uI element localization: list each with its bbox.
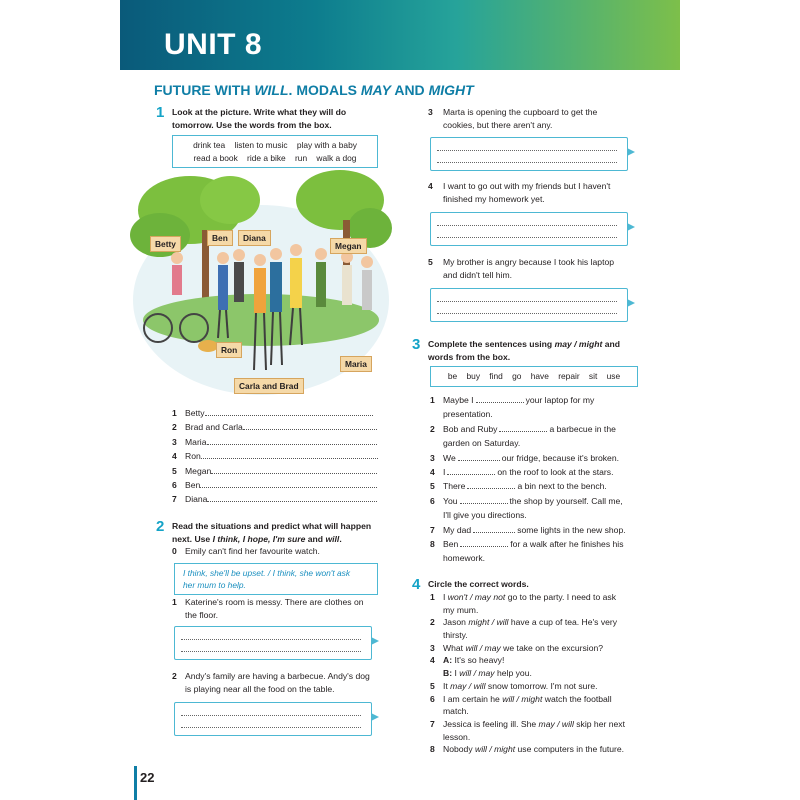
answer-line[interactable] [207, 494, 377, 502]
exercise-2-example-answer: I think, she'll be upset. / I think, she won't ask her mum to help. [174, 563, 378, 595]
name-label-carla-and-brad: Carla and Brad [234, 378, 304, 394]
list-item: B: I will / may help you. [443, 668, 532, 679]
exercise-3-instructions: Complete the sentences using may / might and words from the box. [428, 339, 620, 362]
answer-line[interactable] [200, 480, 377, 488]
page-number-bar [134, 766, 137, 800]
list-item: lesson. [443, 731, 471, 742]
name-label-maria: Maria [340, 356, 372, 372]
unit-title: UNIT 8 [164, 28, 263, 61]
gap[interactable] [460, 496, 508, 504]
choice-option[interactable]: will / might [502, 693, 543, 704]
list-item: 5 It may / will snow tomorrow. I'm not sure. [430, 680, 598, 691]
list-item: 6 Ben [172, 480, 384, 494]
choice-option[interactable]: may / will [538, 718, 574, 729]
list-item: thirsty. [443, 630, 468, 641]
list-item: 8 Nobody will / might use computers in the future. [430, 744, 625, 755]
exercise-1-instructions: Look at the picture. Write what they will do tomorrow. Use the words from the box. [172, 107, 347, 130]
list-item: 6 I am certain he will / might watch the football [430, 693, 612, 704]
name-label-ron: Ron [216, 342, 242, 358]
choice-option[interactable]: may / will [450, 680, 486, 691]
answer-line[interactable] [205, 408, 373, 416]
list-item: 5 There a bin next to the bench. [430, 481, 607, 492]
list-item: my mum. [443, 604, 479, 615]
answer-line[interactable] [243, 422, 377, 430]
name-label-ben: Ben [207, 230, 233, 246]
name-label-megan: Megan [330, 238, 367, 254]
list-item: 5 Megan [172, 466, 384, 480]
gap[interactable] [447, 467, 495, 475]
exercise-2-instructions: Read the situations and predict what will happen next. Use I think, I hope, I'm sure and will. [172, 521, 372, 544]
choice-option[interactable]: will / might [475, 744, 516, 755]
exercise-1-list [172, 408, 384, 509]
list-item: 2 Bob and Ruby a barbecue in the [430, 423, 616, 434]
gap[interactable] [467, 481, 515, 489]
exercise-1-number: 1 [156, 104, 165, 121]
park-illustration [130, 170, 392, 406]
answer-box-2-2[interactable] [174, 702, 372, 736]
list-item: 8 Ben for a walk after he finishes his [430, 538, 624, 549]
exercise-2-item-0: 0 Emily can't find her favourite watch. [172, 546, 320, 556]
gap[interactable] [460, 539, 508, 547]
page-number: 22 [140, 770, 155, 785]
list-item: 7 Diana [172, 494, 384, 508]
answer-line[interactable] [211, 466, 377, 474]
choice-option[interactable]: will / may [459, 668, 495, 679]
name-label-betty: Betty [150, 236, 181, 252]
list-item: 3 Maria [172, 437, 384, 451]
list-item: 2 Brad and Carla [172, 422, 384, 436]
exercise-2-item-4: 4 I want to go out with my friends but I haven't finished my homework yet. [428, 181, 611, 205]
list-item: 4 Ron [172, 451, 384, 465]
exercise-2-number: 2 [156, 518, 165, 535]
exercise-1-word-box: drink tea listen to music play with a baby read a book ride a bike run walk a dog [172, 135, 378, 168]
workbook-page [120, 0, 680, 800]
exercise-3-number: 3 [412, 336, 421, 353]
exercise-3-word-box: be buy find go have repair sit use [430, 366, 638, 387]
exercise-2-item-3: 3 Marta is opening the cupboard to get the cookies, but there aren't any. [428, 107, 598, 131]
exercise-3-list: 1 Maybe I your laptop for my presentation. 2 Bob and Ruby a barbecue in the garden on Saturday. 3 We our fridge, because it's broken. 4 I on the roof to look at the stars. 5 There a bin next to the bench. 6 You the shop by yourself. Call me, I'll give you directions. 7 My dad some lights in the new shop. 8 Ben for a walk after he finishes his homework. [430, 395, 650, 568]
answer-box-2-3[interactable] [430, 137, 628, 171]
section-title: FUTURE WITH WILL. MODALS MAY AND MIGHT [154, 82, 474, 98]
list-item: 3 We our fridge, because it's broken. [430, 452, 619, 463]
exercise-4-instructions: Circle the correct words. [428, 579, 529, 589]
choice-option[interactable]: will / may [465, 642, 501, 653]
list-item: match. [443, 706, 469, 717]
exercise-2-item-1: 1 Katerine's room is messy. There are clothes on the floor. [172, 597, 364, 621]
choice-option[interactable]: won't / may not [447, 592, 506, 602]
gap[interactable] [499, 424, 547, 432]
list-item: 1 Maybe I your laptop for my [430, 395, 595, 405]
choice-option[interactable]: might / will [468, 617, 509, 628]
answer-box-2-1[interactable] [174, 626, 372, 660]
answer-box-2-5[interactable] [430, 288, 628, 322]
list-item: 7 My dad some lights in the new shop. [430, 524, 626, 535]
list-item: 3 What will / may we take on the excursion? [430, 642, 604, 653]
exercise-4-number: 4 [412, 576, 421, 593]
list-item: 1 Betty [172, 408, 384, 422]
exercise-2-item-5: 5 My brother is angry because I took his laptop and didn't tell him. [428, 257, 615, 281]
header-banner [120, 0, 680, 70]
answer-line[interactable] [201, 451, 378, 459]
gap[interactable] [476, 395, 524, 403]
gap[interactable] [458, 453, 500, 461]
list-item: 4 A: It's so heavy! [430, 655, 505, 666]
gap[interactable] [473, 525, 515, 533]
list-item: 7 Jessica is feeling ill. She may / will skip her next [430, 718, 625, 729]
exercise-2-item-2: 2 Andy's family are having a barbecue. Andy's dog is playing near all the food on the table. [172, 671, 370, 695]
exercise-4-list [430, 592, 652, 757]
list-item: 1 I won't / may not go to the party. I need to ask [430, 592, 616, 602]
answer-box-2-4[interactable] [430, 212, 628, 246]
list-item: 6 You the shop by yourself. Call me, [430, 495, 623, 506]
list-item: 4 I on the roof to look at the stars. [430, 466, 614, 477]
list-item: 2 Jason might / will have a cup of tea. He's very [430, 617, 618, 628]
answer-line[interactable] [207, 437, 377, 445]
name-label-diana: Diana [238, 230, 271, 246]
